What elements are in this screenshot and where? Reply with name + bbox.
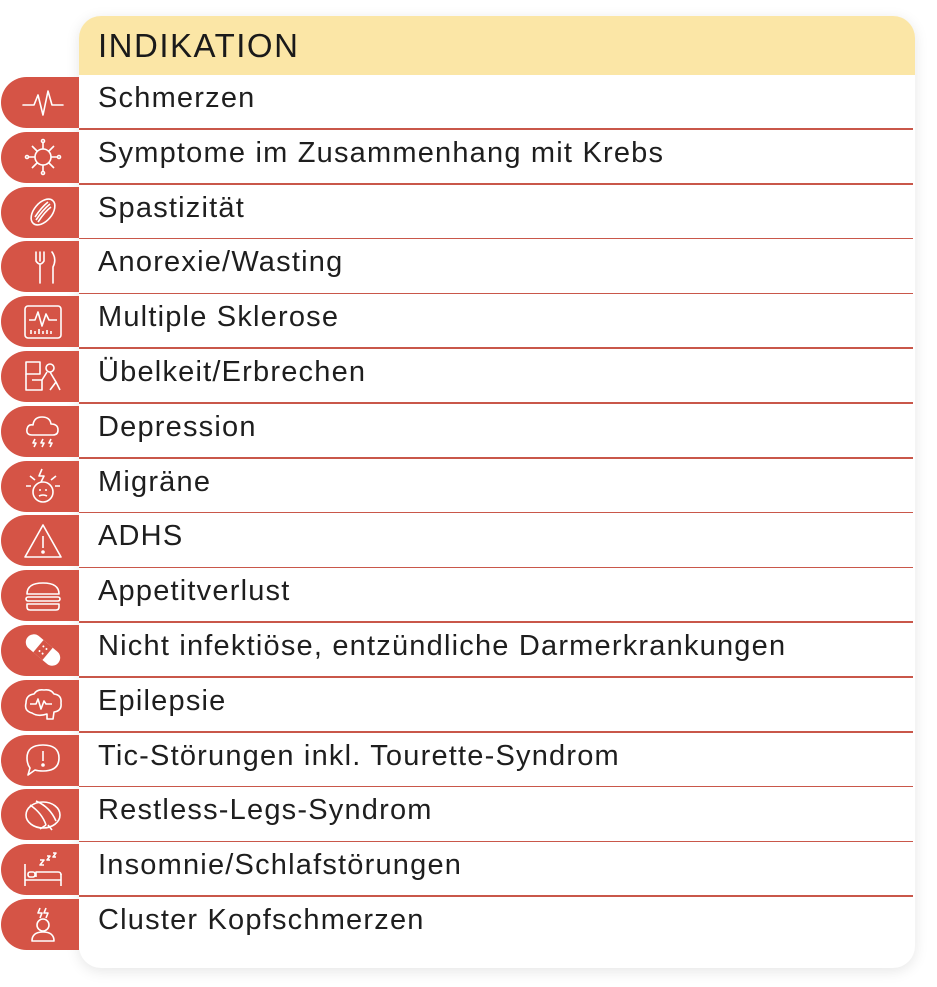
bandage-icon [1,625,79,676]
row-label: Appetitverlust [98,575,291,608]
warning-triangle-icon [1,515,79,566]
list-item [0,568,937,623]
list-item [0,130,937,185]
person-headache-icon [1,899,79,950]
list-item [0,787,937,842]
row-label: Übelkeit/Erbrechen [98,355,367,388]
row-label: Spastizität [98,191,245,224]
row-label: Depression [98,410,257,443]
row-label: Nicht infektiöse, entzündliche Darmerkrankungen [98,629,787,662]
list-item [0,678,937,733]
row-label: Multiple Sklerose [98,301,340,334]
row-label: Epilepsie [98,684,227,717]
list-item [0,897,937,952]
speech-bubble-icon [1,735,79,786]
list-item [0,294,937,349]
row-label: Migräne [98,465,212,498]
virus-cell-icon [1,132,79,183]
restless-legs-icon [1,789,79,840]
list-item [0,239,937,294]
list-item [0,185,937,240]
list-item [0,842,937,897]
row-label: Restless-Legs-Syndrom [98,794,433,827]
heartbeat-icon [1,77,79,128]
list-item [0,623,937,678]
brain-icon [1,680,79,731]
row-label: Insomnie/Schlafstörungen [98,849,463,882]
monitor-pulse-icon [1,296,79,347]
row-label: Symptome im Zusammenhang mit Krebs [98,136,665,169]
list-item [0,349,937,404]
bed-sleep-icon [1,844,79,895]
row-label: ADHS [98,520,184,553]
list-item [0,513,937,568]
fork-knife-icon [1,241,79,292]
indication-list [0,75,937,952]
burger-icon [1,570,79,621]
table-header [79,16,915,75]
vomiting-person-icon [1,351,79,402]
list-item [0,75,937,130]
row-label: Anorexie/Wasting [98,246,344,279]
muscle-icon [1,187,79,238]
storm-cloud-icon [1,406,79,457]
header-title: INDIKATION [98,26,300,64]
headache-icon [1,461,79,512]
list-item [0,733,937,788]
row-label: Tic-Störungen inkl. Tourette-Syndrom [98,739,620,772]
row-label: Cluster Kopfschmerzen [98,903,425,936]
list-item [0,459,937,514]
row-label: Schmerzen [98,82,256,114]
list-item [0,404,937,459]
